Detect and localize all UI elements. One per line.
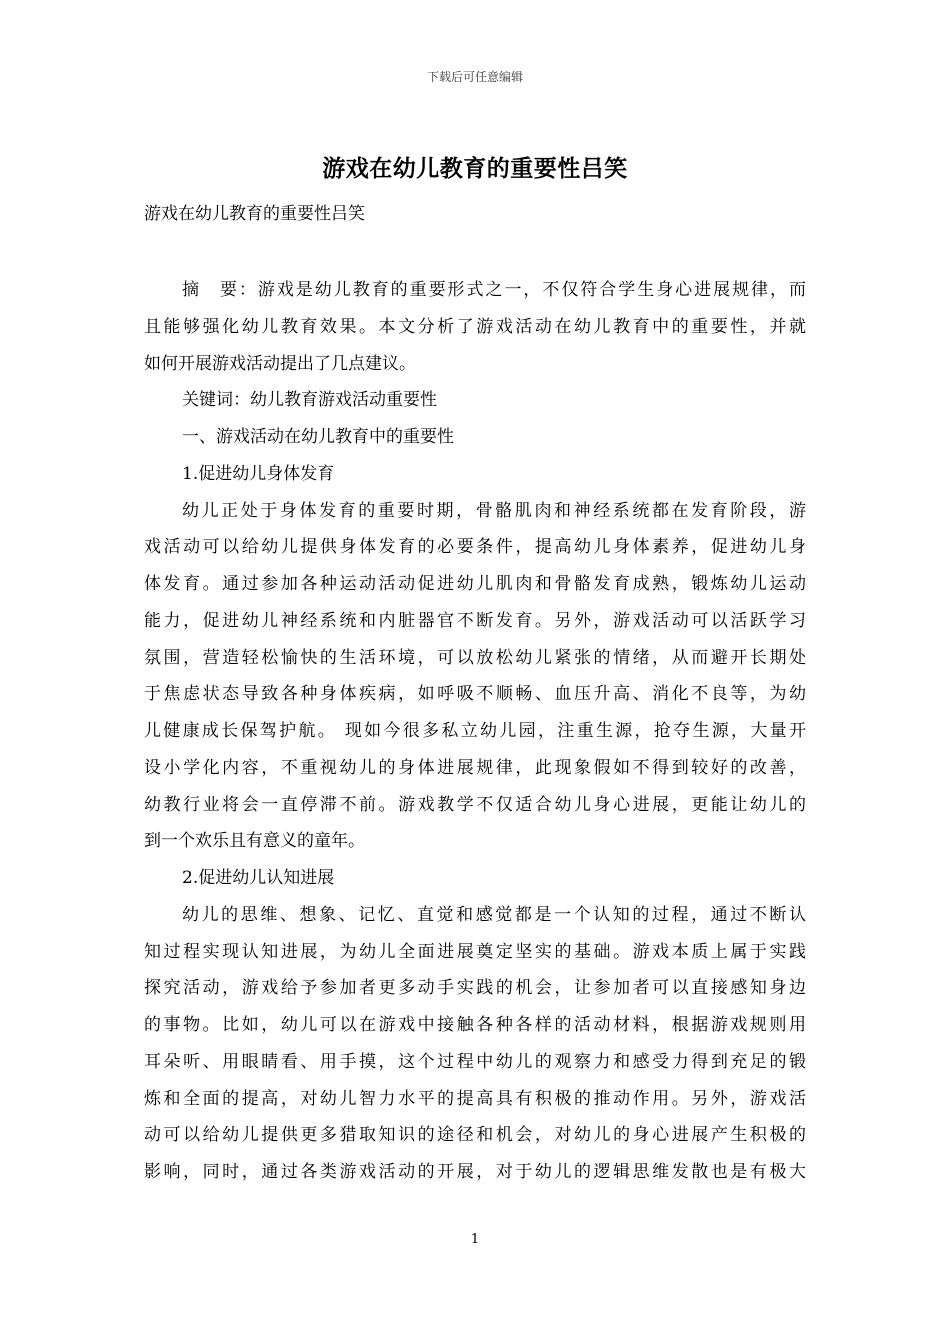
paragraph-line: 戏活动可以给幼儿提供身体发育的必要条件，提高幼儿身体素养，促进幼儿身 — [144, 537, 806, 558]
paragraph-line: 炼和全面的提高，对幼儿智力水平的提高具有积极的推动作用。另外，游戏活 — [144, 1088, 806, 1109]
paragraph-line: 幼儿正处于身体发育的重要时期，骨骼肌肉和神经系统都在发育阶段，游 — [182, 500, 806, 521]
paragraph-line: 知过程实现认知进展，为幼儿全面进展奠定坚实的基础。游戏本质上属于实践 — [144, 941, 806, 962]
paragraph-line: 耳朵听、用眼睛看、用手摸，这个过程中幼儿的观察力和感受力得到充足的锻 — [144, 1051, 806, 1072]
page-number: 1 — [470, 1232, 480, 1247]
section-heading: 一、游戏活动在幼儿教育中的重要性 — [182, 427, 454, 447]
paragraph-line: 幼儿的思维、想象、记忆、直觉和感觉都是一个认知的过程，通过不断认 — [182, 904, 806, 925]
abstract-line: 摘 要：游戏是幼儿教育的重要形式之一，不仅符合学生身心进展规律，而 — [182, 280, 806, 300]
subsection-heading: 1.促进幼儿身体发育 — [182, 463, 335, 484]
paragraph-line: 动可以给幼儿提供更多猎取知识的途径和机会，对幼儿的身心进展产生积极的 — [144, 1125, 806, 1146]
abstract-line: 且能够强化幼儿教育效果。本文分析了游戏活动在幼儿教育中的重要性，并就 — [144, 316, 806, 337]
paragraph-line: 探究活动，游戏给予参加者更多动手实践的机会，让参加者可以直接感知身边 — [144, 978, 806, 999]
page-header-note: 下载后可任意编辑 — [426, 70, 523, 84]
abstract-line: 如何开展游戏活动提出了几点建议。 — [144, 353, 416, 374]
document-subtitle: 游戏在幼儿教育的重要性吕笑 — [144, 204, 365, 224]
paragraph-line: 于焦虑状态导致各种身体疾病，如呼吸不顺畅、血压升高、消化不良等，为幼 — [144, 684, 806, 705]
subsection-heading: 2.促进幼儿认知进展 — [182, 868, 335, 888]
paragraph-line: 影响，同时，通过各类游戏活动的开展，对于幼儿的逻辑思维发散也是有极大 — [144, 1162, 806, 1182]
keywords-line: 关键词：幼儿教育游戏活动重要性 — [182, 390, 437, 411]
paragraph-line: 幼教行业将会一直停滞不前。游戏教学不仅适合幼儿身心进展，更能让幼儿的 — [144, 794, 806, 815]
document-body — [144, 272, 806, 1191]
paragraph-line: 儿健康成长保驾护航。 现如今很多私立幼儿园，注重生源，抢夺生源，大量开 — [144, 721, 806, 741]
paragraph-line: 的事物。比如，幼儿可以在游戏中接触各种各样的活动材料，根据游戏规则用 — [144, 1015, 806, 1035]
paragraph-line: 到一个欢乐且有意义的童年。 — [144, 831, 365, 852]
paragraph-line: 体发育。通过参加各种运动活动促进幼儿肌肉和骨骼发育成熟，锻炼幼儿运动 — [144, 574, 806, 594]
paragraph-line: 设小学化内容，不重视幼儿的身体进展规律，此现象假如不得到较好的改善， — [144, 757, 806, 778]
paragraph-line: 能力，促进幼儿神经系统和内脏器官不断发育。另外，游戏活动可以活跃学习 — [144, 610, 806, 631]
document-title: 游戏在幼儿教育的重要性吕笑 — [322, 155, 628, 182]
paragraph-line: 氛围，营造轻松愉快的生活环境，可以放松幼儿紧张的情绪，从而避开长期处 — [144, 647, 806, 668]
